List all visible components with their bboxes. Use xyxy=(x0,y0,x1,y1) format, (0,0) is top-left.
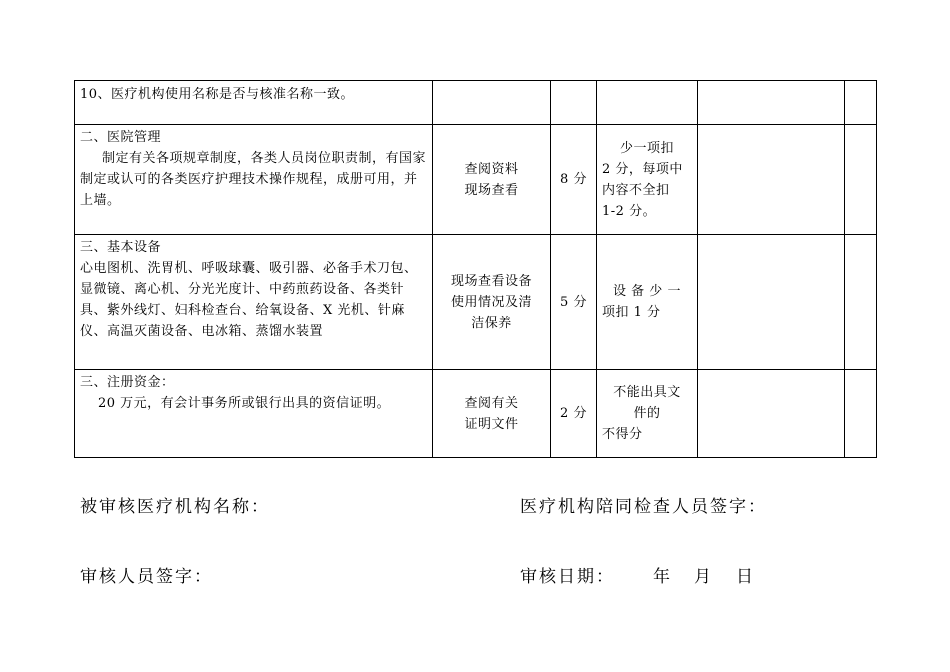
rule-text: 1-2 分。 xyxy=(602,203,657,219)
rule-cell xyxy=(597,81,698,125)
score-cell xyxy=(551,235,597,370)
item-cell xyxy=(75,81,433,125)
score-text: 5 分 xyxy=(560,294,587,310)
date-year-label: 年 xyxy=(653,567,672,587)
method-text: 现场查看 xyxy=(464,182,519,198)
rule-text: 件的 xyxy=(633,406,661,421)
result-cell xyxy=(698,125,845,235)
note-cell xyxy=(845,81,877,125)
reviewer-signature-label: 审核人员签字： xyxy=(80,567,213,587)
item-body: 制定有关各项规章制度，各类人员岗位职责制，有国家制定或认可的各类医疗护理技术操作规程，成册可用，并上墙。 xyxy=(80,151,427,208)
table-row xyxy=(75,125,877,235)
table-row xyxy=(75,81,877,125)
method-text: 现场查看设备 xyxy=(450,273,532,289)
method-cell xyxy=(433,370,551,458)
table-row xyxy=(75,235,877,370)
method-cell xyxy=(433,81,551,125)
item-heading: 二、医院管理 xyxy=(80,130,162,145)
review-date-label: 审核日期： xyxy=(520,567,615,587)
review-table xyxy=(74,80,877,458)
result-cell xyxy=(698,370,845,458)
rule-text: 项扣 1 分 xyxy=(602,305,661,320)
item-body: 心电图机、洗胃机、呼吸球囊、吸引器、必备手术刀包、显微镜、离心机、分光光度计、中药煎药设备、各类针具、紫外线灯、妇科检查台、给氧设备、X 光机、针麻仪、高温灭菌设备、电冰箱、蒸馏水装置 xyxy=(80,261,418,339)
rule-text: 2 分，每项中 xyxy=(602,161,683,177)
note-cell xyxy=(845,370,877,458)
score-text: 2 分 xyxy=(560,406,587,421)
item-cell xyxy=(75,125,433,235)
method-text: 使用情况及清 xyxy=(450,294,532,310)
item-body: 20 万元，有会计事务所或银行出具的资信证明。 xyxy=(98,396,391,411)
rule-cell xyxy=(597,370,698,458)
accompany-signature-label: 医疗机构陪同检查人员签字： xyxy=(520,497,767,517)
note-cell xyxy=(845,235,877,370)
rule-text: 不能出具文 xyxy=(613,385,681,400)
item-cell xyxy=(75,370,433,458)
result-cell xyxy=(698,235,845,370)
method-text: 查阅资料 xyxy=(464,161,519,177)
item-heading: 三、基本设备 xyxy=(80,240,162,255)
item-cell xyxy=(75,235,433,370)
score-cell xyxy=(551,81,597,125)
score-cell xyxy=(551,125,597,235)
table-row xyxy=(75,370,877,458)
result-cell xyxy=(698,81,845,125)
method-text: 查阅有关 xyxy=(464,395,519,411)
item-text: 10、医疗机构使用名称是否与核准名称一致。 xyxy=(80,87,355,102)
method-cell xyxy=(433,235,551,370)
date-month-label: 月 xyxy=(694,567,713,587)
method-text: 证明文件 xyxy=(464,416,519,432)
method-text: 洁保养 xyxy=(471,315,512,331)
method-cell xyxy=(433,125,551,235)
date-day-label: 日 xyxy=(736,567,755,587)
rule-text: 内容不全扣 xyxy=(602,182,670,198)
note-cell xyxy=(845,125,877,235)
institution-name-label: 被审核医疗机构名称： xyxy=(80,497,270,517)
score-text: 8 分 xyxy=(560,172,587,187)
rule-text: 设 备 少 一 xyxy=(613,284,681,299)
rule-cell xyxy=(597,235,698,370)
rule-text: 少一项扣 xyxy=(619,140,674,156)
item-heading: 三、注册资金： xyxy=(80,375,175,390)
rule-text: 不得分 xyxy=(602,427,643,442)
score-cell xyxy=(551,370,597,458)
rule-cell xyxy=(597,125,698,235)
